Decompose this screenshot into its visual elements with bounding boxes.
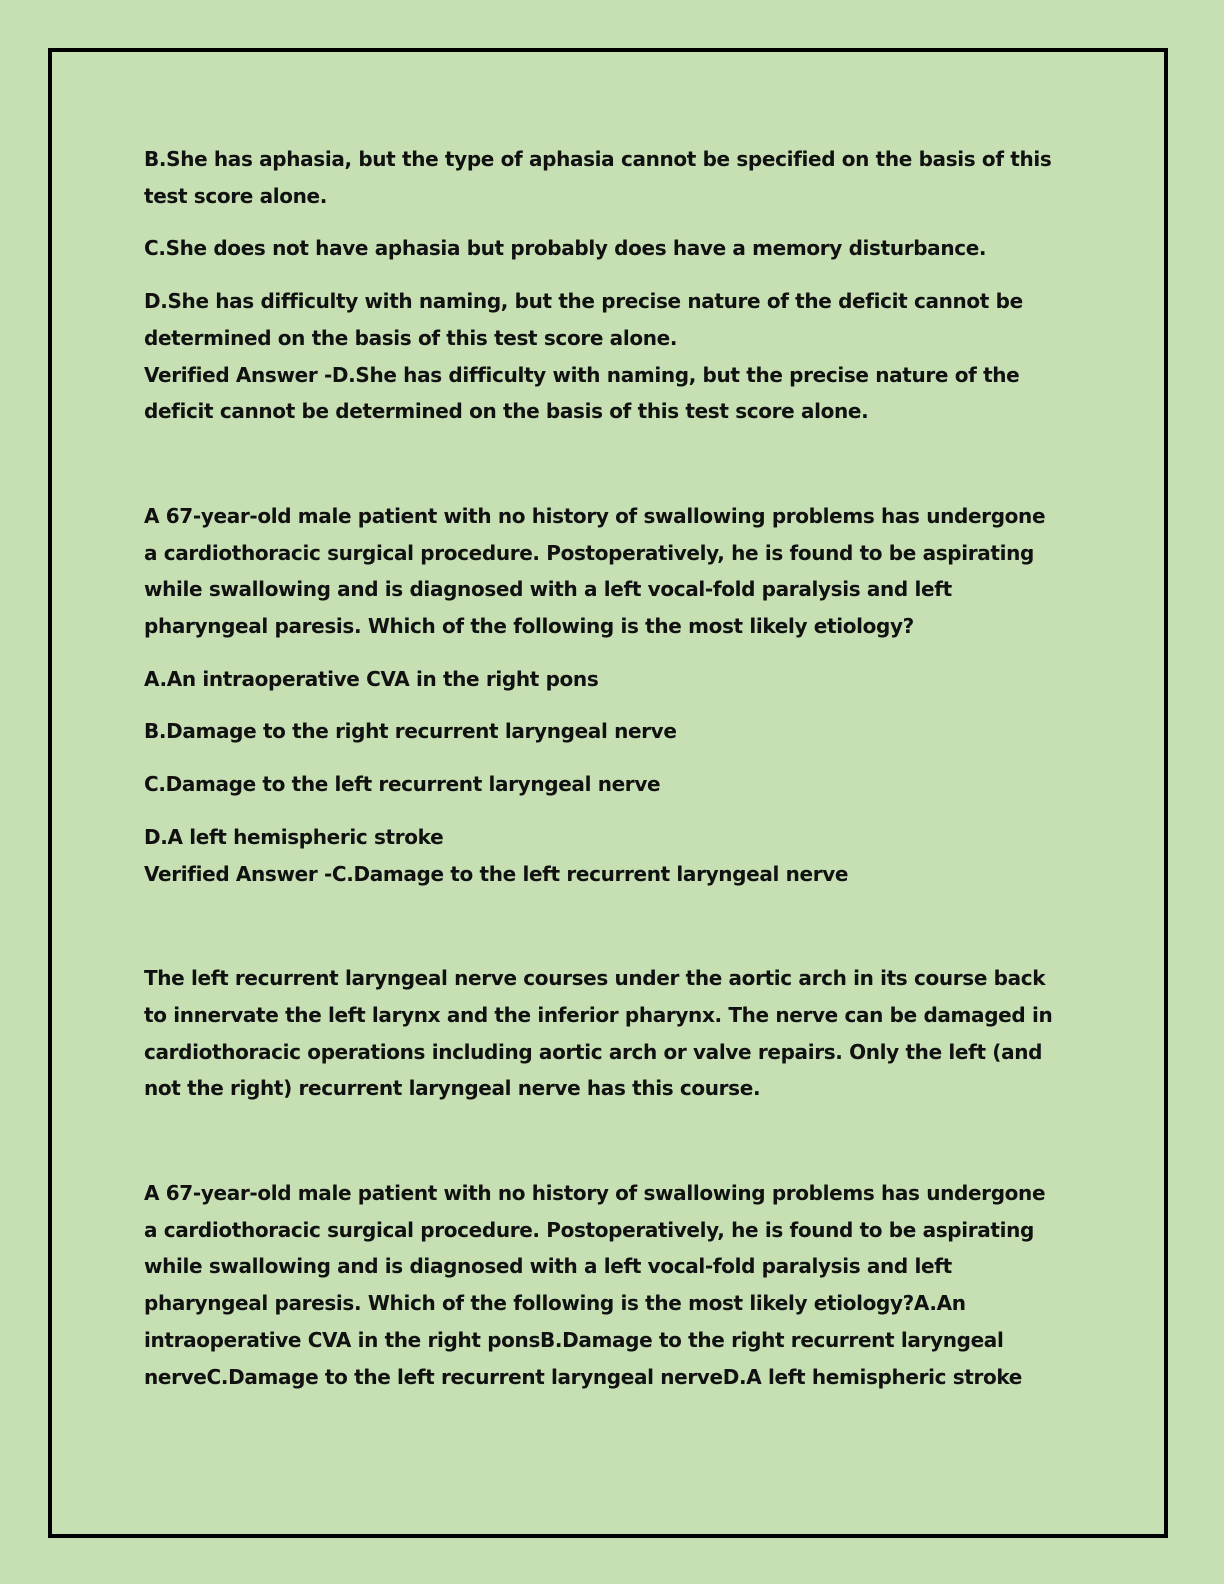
q3-question <box>144 1175 1084 1395</box>
text-line: A 67-year-old male patient with no history of swallowing problems has undergone <box>144 1181 1046 1206</box>
text-line: nerveC.Damage to the left recurrent laryngeal nerveD.A left hemispheric stroke <box>144 1364 1023 1389</box>
text-line: to innervate the left larynx and the inferior pharynx. The nerve can be damaged in <box>144 1002 1053 1027</box>
text-line: not the right) recurrent laryngeal nerve has this course. <box>144 1076 761 1101</box>
text-line: A.An intraoperative CVA in the right pons <box>144 666 599 691</box>
q2-verified-answer <box>144 856 1084 893</box>
text-line: deficit cannot be determined on the basis of this test score alone. <box>144 399 869 424</box>
explanation <box>144 960 1084 1107</box>
text-line: Verified Answer -C.Damage to the left recurrent laryngeal nerve <box>144 861 849 886</box>
q1-option-c <box>144 230 1084 267</box>
text-line: pharyngeal paresis. Which of the following is the most likely etiology?A.An <box>144 1291 966 1316</box>
text-line: pharyngeal paresis. Which of the following is the most likely etiology? <box>144 614 914 639</box>
q1-option-d <box>144 283 1084 356</box>
q2-option-b <box>144 713 1084 750</box>
text-line: B.She has aphasia, but the type of aphasia cannot be specified on the basis of this <box>144 147 1052 171</box>
text-line: test score alone. <box>144 183 327 208</box>
text-line: Verified Answer -D.She has difficulty with naming, but the precise nature of the <box>144 362 1020 387</box>
text-line: a cardiothoracic surgical procedure. Postoperatively, he is found to be aspirating <box>144 540 1035 565</box>
text-line: intraoperative CVA in the right ponsB.Damage to the right recurrent laryngeal <box>144 1327 1004 1352</box>
text-line: C.Damage to the left recurrent laryngeal nerve <box>144 772 661 797</box>
text-line: determined on the basis of this test score alone. <box>144 325 678 350</box>
text-line: D.A left hemispheric stroke <box>144 824 444 849</box>
q2-option-d <box>144 819 1084 856</box>
text-line: The left recurrent laryngeal nerve courses under the aortic arch in its course back <box>144 966 1046 991</box>
text-line: B.Damage to the right recurrent laryngeal nerve <box>144 719 677 744</box>
q1-option-b <box>144 141 1084 214</box>
q2-option-c <box>144 766 1084 803</box>
text-line: A 67-year-old male patient with no history of swallowing problems has undergone <box>144 503 1046 528</box>
text-line: while swallowing and is diagnosed with a left vocal-fold paralysis and left <box>144 577 952 602</box>
q2-option-a <box>144 661 1084 698</box>
text-line: D.She has difficulty with naming, but the precise nature of the deficit cannot be <box>144 289 1023 314</box>
text-line: a cardiothoracic surgical procedure. Postoperatively, he is found to be aspirating <box>144 1217 1035 1242</box>
document-body <box>144 141 1084 1411</box>
q1-verified-answer <box>144 357 1084 430</box>
text-line: C.She does not have aphasia but probably does have a memory disturbance. <box>144 236 987 261</box>
text-line: cardiothoracic operations including aortic arch or valve repairs. Only the left (and <box>144 1039 1043 1064</box>
text-line: while swallowing and is diagnosed with a left vocal-fold paralysis and left <box>144 1254 952 1279</box>
q2-question <box>144 498 1084 645</box>
